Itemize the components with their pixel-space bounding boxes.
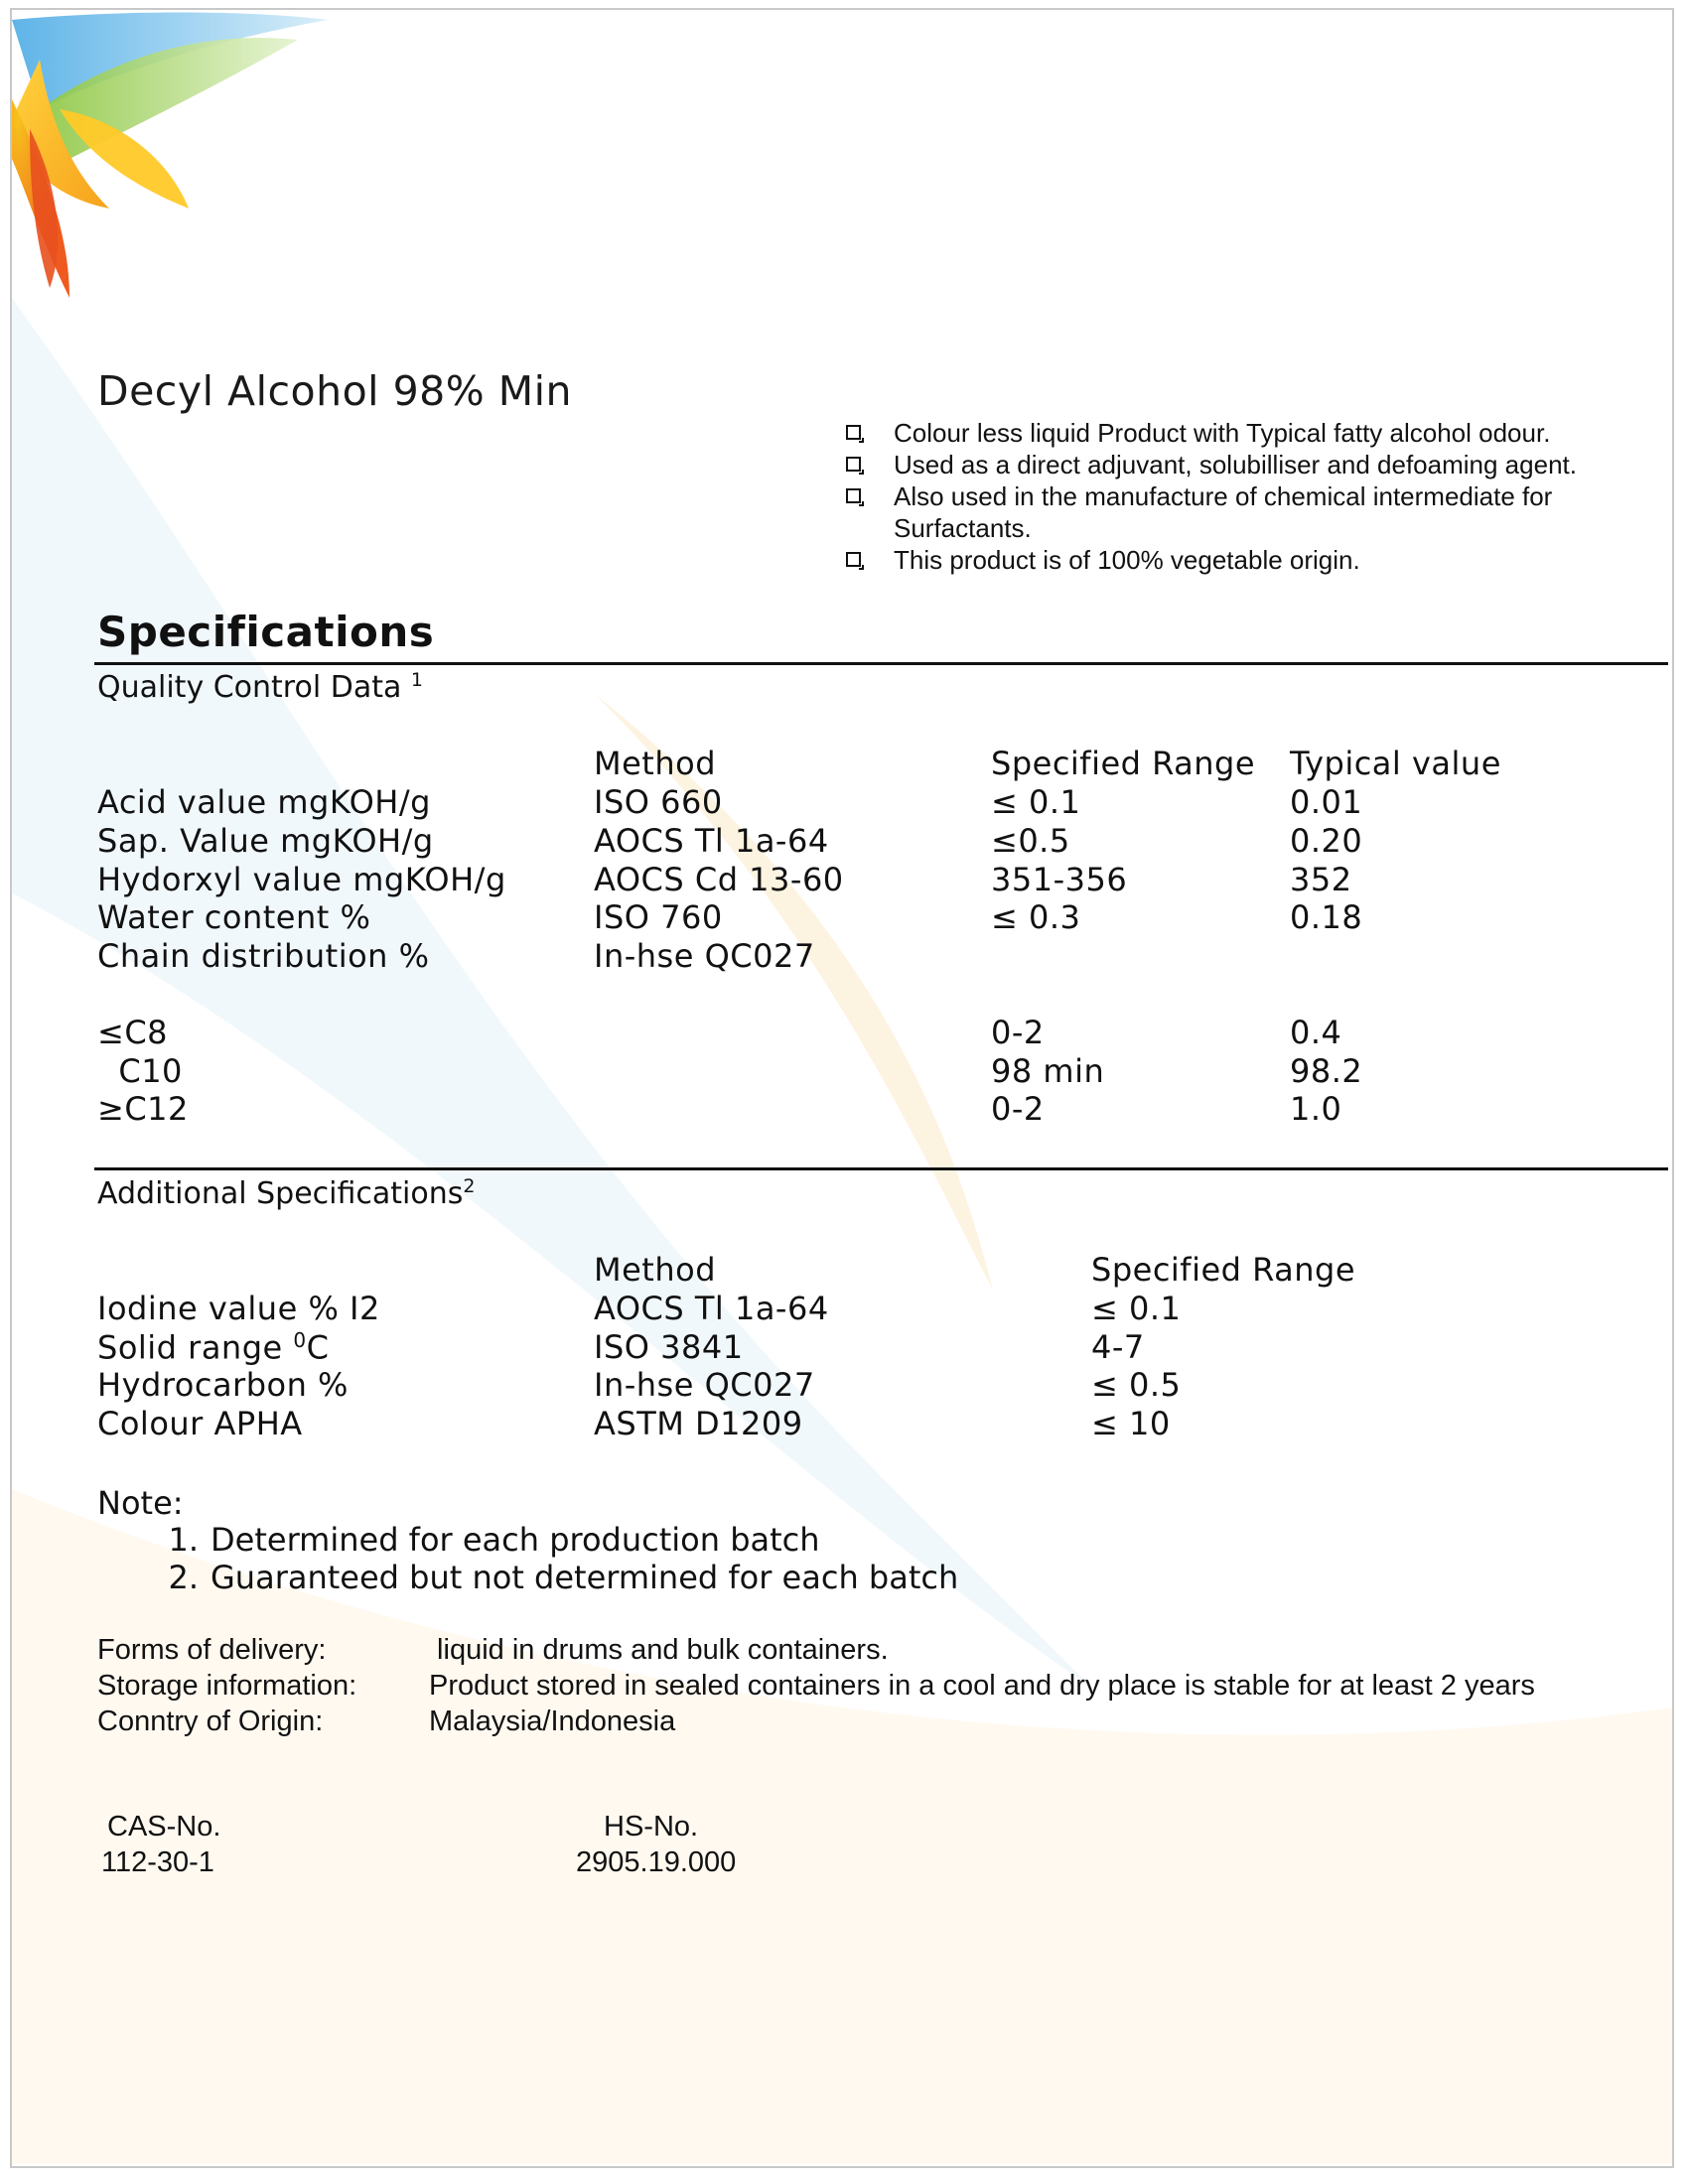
qc-section-label: Quality Control Data $^1$ [97, 669, 423, 705]
param-method: In-hse QC027 [594, 1366, 815, 1404]
chain-param: ≥C12 [97, 1090, 189, 1128]
hs-label: HS-No. [604, 1811, 699, 1843]
chain-param: ≤C8 [97, 1014, 169, 1051]
cas-label: CAS-No. [107, 1811, 221, 1843]
note-item: 1. Determined for each production batch [168, 1521, 820, 1559]
param-name: Sap. Value mgKOH/g [97, 822, 434, 860]
param-typical: 0.18 [1290, 898, 1363, 936]
chain-typical: 1.0 [1290, 1090, 1342, 1128]
param-typical: 0.20 [1290, 822, 1363, 860]
chain-typical: 0.4 [1290, 1014, 1342, 1051]
param-name: Chain distribution % [97, 937, 430, 975]
info-label: Conntry of Origin: [97, 1706, 324, 1737]
checkbox-bullet-icon [846, 552, 861, 567]
param-name: Water content % [97, 898, 371, 936]
column-header-range: Specified Range [991, 745, 1256, 782]
param-name: Acid value mgKOH/g [97, 783, 431, 821]
param-typical: 0.01 [1290, 783, 1363, 821]
feature-item: Colour less liquid Product with Typical fatty alcohol odour. [846, 417, 1670, 449]
info-value: Malaysia/Indonesia [429, 1706, 676, 1737]
note-heading: Note: [97, 1484, 184, 1522]
column-header-method: Method [594, 1251, 717, 1289]
param-typical: 352 [1290, 861, 1352, 898]
param-range: ≤ 0.5 [1091, 1366, 1182, 1404]
param-method: AOCS Tl 1a-64 [594, 1290, 829, 1327]
info-label: Forms of delivery: [97, 1634, 327, 1666]
column-header-range: Specified Range [1091, 1251, 1356, 1289]
param-name: Iodine value % I2 [97, 1290, 380, 1327]
chain-range: 98 min [991, 1052, 1105, 1090]
param-method: AOCS Cd 13-60 [594, 861, 844, 898]
corner-logo [12, 13, 328, 299]
feature-item: This product is of 100% vegetable origin. [846, 544, 1670, 576]
chain-param: C10 [97, 1052, 183, 1090]
specifications-heading: Specifications [97, 608, 435, 656]
param-range: ≤ 0.3 [991, 898, 1081, 936]
info-value: liquid in drums and bulk containers. [429, 1634, 889, 1666]
info-value: Product stored in sealed containers in a cool and dry place is stable for at least 2 years [429, 1670, 1535, 1702]
param-method: ISO 660 [594, 783, 723, 821]
checkbox-bullet-icon [846, 488, 861, 503]
param-method: AOCS Tl 1a-64 [594, 822, 829, 860]
additional-section-label: Additional Specifications$^2$ [97, 1175, 476, 1211]
param-range: ≤ 0.1 [991, 783, 1081, 821]
hs-value: 2905.19.000 [576, 1846, 737, 1878]
feature-item: Also used in the manufacture of chemical intermediate for Surfactants. [846, 480, 1670, 544]
param-method: ISO 760 [594, 898, 723, 936]
param-method: ASTM D1209 [594, 1405, 803, 1442]
product-title: Decyl Alcohol 98% Min [97, 367, 572, 415]
footnote-ref: 1 [410, 669, 423, 691]
column-header-typical: Typical value [1290, 745, 1501, 782]
param-range: ≤ 10 [1091, 1405, 1171, 1442]
param-method: ISO 3841 [594, 1328, 744, 1366]
param-name: Colour APHA [97, 1405, 303, 1442]
param-name: Hydrocarbon % [97, 1366, 349, 1404]
divider [94, 1167, 1668, 1170]
chain-typical: 98.2 [1290, 1052, 1363, 1090]
param-range: 4-7 [1091, 1328, 1145, 1366]
column-header-method: Method [594, 745, 717, 782]
chain-range: 0-2 [991, 1014, 1045, 1051]
note-item: 2. Guaranteed but not determined for each batch [168, 1559, 959, 1596]
feature-list [846, 417, 1670, 576]
param-range: 351-356 [991, 861, 1128, 898]
param-range: ≤ 0.1 [1091, 1290, 1182, 1327]
param-name: Hydorxyl value mgKOH/g [97, 861, 506, 898]
checkbox-bullet-icon [846, 457, 861, 472]
note-list [139, 1521, 958, 1596]
footnote-ref: 2 [463, 1175, 476, 1197]
cas-value: 112-30-1 [101, 1846, 214, 1878]
param-name: Solid range $^0$C [97, 1328, 330, 1367]
param-method: In-hse QC027 [594, 937, 815, 975]
feature-item: Used as a direct adjuvant, solubilliser and defoaming agent. [846, 449, 1670, 480]
divider [94, 662, 1668, 665]
checkbox-bullet-icon [846, 425, 861, 440]
chain-range: 0-2 [991, 1090, 1045, 1128]
param-range: ≤0.5 [991, 822, 1070, 860]
info-label: Storage information: [97, 1670, 357, 1702]
